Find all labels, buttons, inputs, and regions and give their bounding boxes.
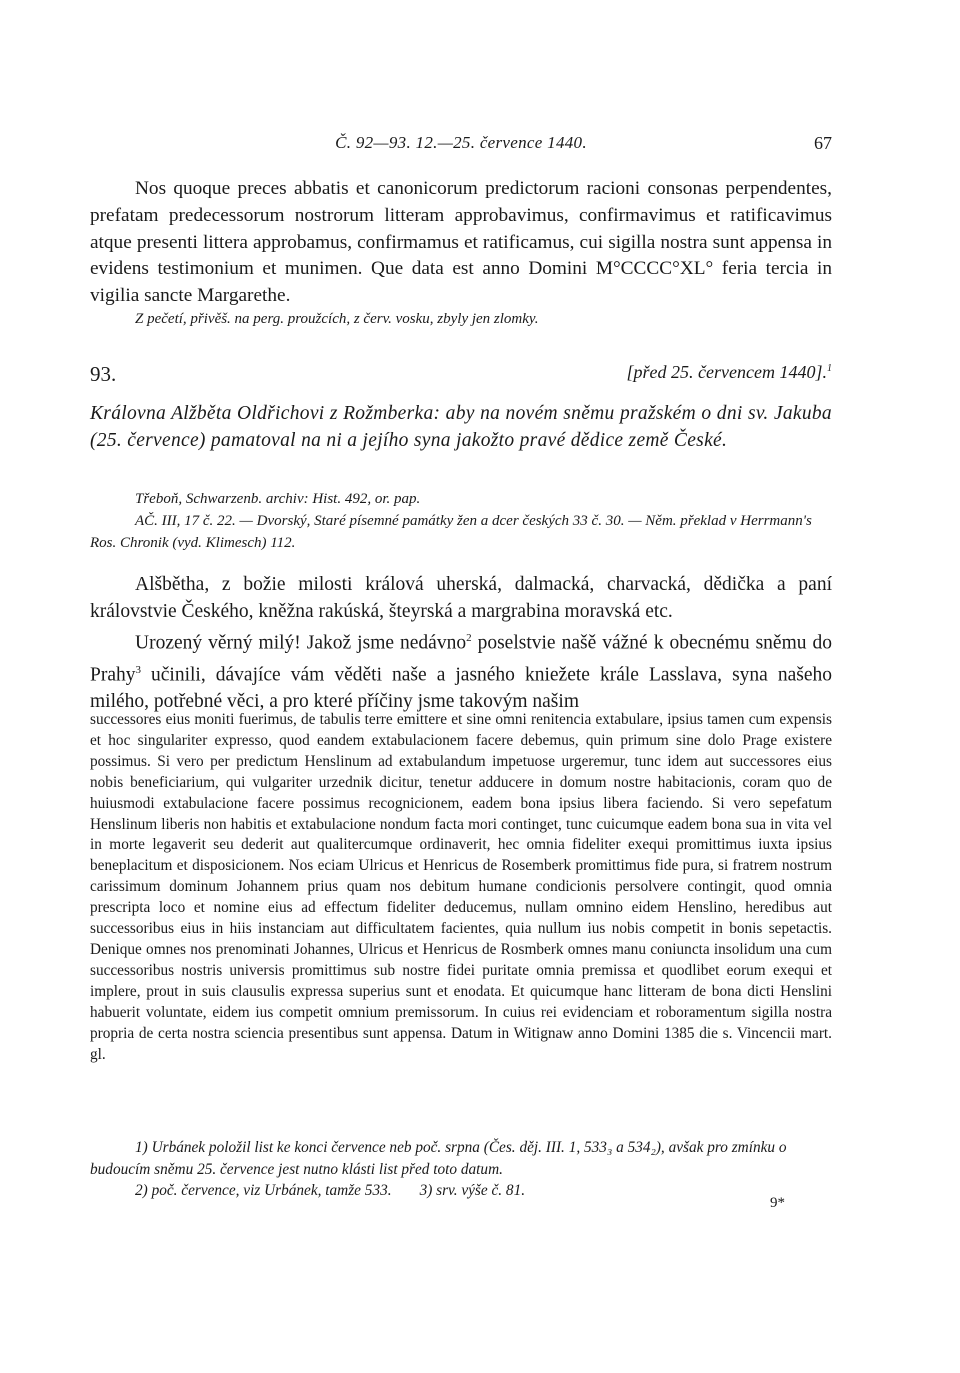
document-date <box>627 362 832 383</box>
letter-intitulation: Alšbětha, z božie milosti králová uherská, dalmacká, charvacká, dědička a paní královstvie Českého, kněžna rakúská, šteyrská a margrabina moravská etc. <box>90 574 832 622</box>
edition-references: AČ. III, 17 č. 22. — Dvorský, Staré písemné památky žen a dcer českých 33 č. 30. — Něm. překlad v Herrmann's Ros. Chronik (vyd. Klimesch) 112. <box>90 513 812 551</box>
footnote-2: 2) poč. července, viz Urbánek, tamže 533. <box>135 1182 392 1199</box>
previous-document-text: Nos quoque preces abbatis et canonicorum predictorum racioni consonas perpendentes, prefatam predecessorum nostrorum litteram approbavimus, confirmavimus et ratificavimus atque presenti littera approbamus, confirmamus et ratificamus, cui sigilla nostra sunt appensa in evidens testimonium et munimen. Que data est anno Domini M°CCCC°XL° feria tercia in vigilia sancte Margarethe. <box>90 178 832 307</box>
seal-note: Z pečetí, přivěš. na perg. proužcích, z červ. vosku, zbyly jen zlomky. <box>135 311 539 327</box>
letter-body-part-1: Urozený věrný milý! Jakož jsme nedávno <box>135 632 467 654</box>
footnote-mark-3: 3 <box>135 663 141 676</box>
letter-body-part-2: poselstvie našě vážné k obecnému sněmu do Prahy <box>90 632 832 685</box>
document-date-text: [před 25. červencem 1440]. <box>626 362 827 382</box>
letter-body-part-3: učinili, dávajíce vám věděti naše a jasného kniežete krále Lasslava, syna našeho milého, potřebné věci, a pro které příčiny jsme takovým našim <box>90 664 832 712</box>
letter-text <box>90 571 832 715</box>
footnote-2-3 <box>90 1180 832 1202</box>
regest: Královna Alžběta Oldřichovi z Rožmberka: aby na novém sněmu pražském o dni sv. Jakuba (25. července) pamatoval na ni a jejího syna jakožto pravé dědice země České. <box>90 403 832 451</box>
footnote-mark-2: 2 <box>466 632 472 644</box>
footnotes <box>90 1137 832 1202</box>
footnote-mark-1: 1 <box>827 363 832 374</box>
document-heading <box>90 362 832 390</box>
continued-document-text: successores eius moniti fuerimus, de tabulis terre emittere et sine omni renitencia extabulare, ipsius tamen cum expensis et hoc singulariter expresso, quod eandem extabulacionem facere debemus, quin primum sine dolo Prage existere possimus. Si vero per predictum Henslinum ad extabulandum impetuose urgeremur, tunc idem aut successores eius nobis beneficiarium, qui vulgariter urzednik dicitur, tenetur adducere in domum nostre habitacionis, coram quo de huiusmodi extabulacione facere possimus recognicionem, eadem bona ipsius libera faciendo. Si vero sepefatum Henslinum liberis non habitis et extabulacione nondum facta mori continget, tunc cuicumque eadem bona sua in vita vel in morte legaverit seu dederit aut qualitercumque ordinaverit, hec omnia fideliter exequi promittimus iuxta ipsius beneplacitum et disposicionem. Nos eciam Ulricus et Henricus de Rosemberk promittimus fide pura, si fratrem nostrum carissimum dominum Johannem prius quam nos debitum humane condicionis persolvere contingit, quod omnia prescripta loco et nomine eius ad effectum fideliter deducemus, nullam omnino eidem Henslino, heredibus aut successoribus eius in hiis instanciam aut difficultatem facientes, quia nullum ius nobis competit in bonis sepetactis. Denique omnes nos prenominati Johannes, Ulricus et Henricus de Rosmberk omnes manu coniuncta insolidum una cum successoribus nostris universis promittimus sub nostre fidei puritate omnia premissa et quodlibet eorum exequi et implere, prout in suis clausulis expressa superius sunt et enodata. Et quicumque hanc litteram de bona dicti Henslini habuerit voluntate, eidem ius competit omnium premissorum. In cuius rei evidenciam et roboramentum sigilla nostra propria de certa nostra sciencia presentibus sunt appensa. Datum in Witignaw anno Domini 1385 die s. Vincencii mart. gl. <box>90 711 832 1063</box>
footnote-3: 3) srv. výše č. 81. <box>419 1182 526 1199</box>
letter-body <box>90 625 832 715</box>
running-head-title: Č. 92—93. 12.—25. července 1440. <box>335 133 587 152</box>
running-head <box>90 133 832 157</box>
signature-mark: 9* <box>770 1195 785 1211</box>
footnote-1: 1) Urbánek položil list ke konci července neb poč. srpna (Čes. děj. III. 1, 533₃ a 534₂), avšak pro zmínku o budoucím sněmu 25. července jest nutno klásti list před toto datum. <box>90 1139 787 1178</box>
document-number: 93. <box>90 362 117 386</box>
archive-source: Třeboň, Schwarzenb. archiv: Hist. 492, or. pap. <box>135 491 421 507</box>
page-number: 67 <box>814 133 832 153</box>
